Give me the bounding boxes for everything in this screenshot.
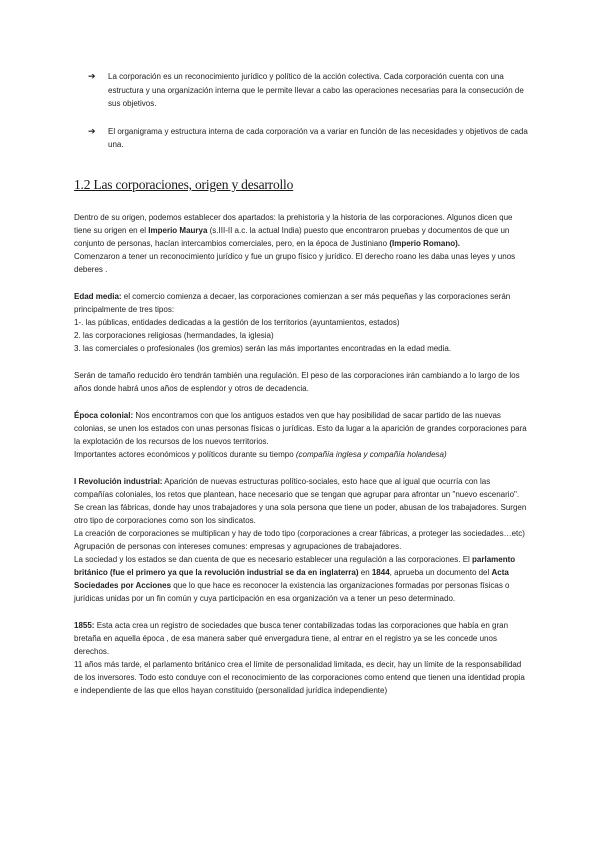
text: Esta acta crea un registro de sociedades que busca tener contabilizadas todas las corporaciones que había en gran bretaña en aquella época , de esa manera saber qué envergadura tiene, al entrar en el registro ya se les concede unos derechos. — [74, 621, 509, 656]
text: Importantes actores económicos y políticos durante su tiempo — [74, 450, 296, 459]
bold-text: parlamento británico (fue el primero ya que la revolución industrial se da en inglaterra) — [74, 555, 516, 577]
list-item: 1-. las públicas, entidades dedicadas a la gestión de los territorios (ayuntamientos, estados) — [74, 318, 400, 327]
text: el comercio comienza a decaer, las corporaciones comienzan a ser más pequeñas y las corporaciones serán principalmente de tres tipos: — [74, 292, 511, 314]
bullet-item — [88, 70, 528, 111]
arrow-right-icon: ➔ — [88, 71, 96, 81]
list-item: 2. las corporaciones religiosas (hermandades, la iglesia) — [74, 331, 274, 340]
text: Dentro de su origen, podemos establecer dos apartados: la prehistoria y la historia de las corporaciones. Algunos dicen que tiene su origen en el — [74, 213, 513, 235]
bold-label: 1855: — [74, 621, 95, 630]
bold-label: Edad media: — [74, 292, 122, 301]
document-body — [74, 211, 530, 711]
bold-text: (Imperio Romano). — [389, 239, 460, 248]
text: que lo que hace es reconocer la existencia las organizaciones formadas por personas físicas o jurídicas unidas por un fin común y cuya participación en esa organización va a tener un peso determinado. — [74, 581, 510, 603]
paragraph-edad-media — [74, 290, 530, 355]
bold-label: Época colonial: — [74, 411, 134, 420]
bullet-text: El organigrama y estructura interna de cada corporación va a variar en función de las necesidades y objetivos de cada una. — [108, 126, 528, 149]
text: , aprueba un documento del — [389, 568, 492, 577]
bullet-text: La corporación es un reconocimiento jurídico y político de la acción colectiva. Cada corporación cuenta con una estructura y una organización interna que le permite llevar a cabo las operaciones necesarias para la consecución de sus objetivos. — [108, 72, 524, 108]
paragraph-1855 — [74, 619, 530, 697]
bold-label: I Revolución industrial: — [74, 477, 163, 486]
paragraph-reconocimiento: Comenzaron a tener un reconocimiento jurídico y fue un grupo físico y jurídico. El derecho roano les daba unas leyes y unos deberes . — [74, 252, 516, 274]
text: 11 años más tarde, el parlamento británico crea el límite de personalidad limitada, es decir, hay un límite de la responsabilidad de los inversores. Todo esto conduye con el reconocimiento de las corporaciones como entend que tienen una identidad propia e independiente de las que ellos hayan constituido (personalidad jurídica independiente) — [74, 660, 525, 695]
text: en — [358, 568, 372, 577]
bold-text: Imperio Maurya — [148, 226, 208, 235]
paragraph-origen — [74, 211, 530, 250]
text: Aparición de nuevas estructuras político-sociales, esto hace que al igual que ocurría con las compañías coloniales, los retos que plantean, hace necesario que se tengan que agrupar para afrontar un "nuevo escenario". Se crean las fábricas, donde hay unos trabajadores y una sola persona que tiene un poder, abusan de los trabajadores. Surgen otro tipo de corporaciones como son los sindicatos. — [74, 477, 527, 525]
italic-text: (compañía inglesa y compañía holandesa) — [295, 450, 447, 459]
arrow-right-icon: ➔ — [88, 125, 96, 136]
bold-text: 1844 — [371, 568, 390, 577]
paragraph-colonial — [74, 409, 530, 461]
text: La sociedad y los estados se dan cuenta de que es necesario establecer una regulación a las corporaciones. El — [74, 555, 473, 564]
text: La creación de corporaciones se multiplican y hay de todo tipo (corporaciones a crear fábricas, a proteger las sociedades…etc) Agrupación de personas con intereses comunes: empresas y agrupaciones de trabajadores. — [74, 529, 525, 551]
text: (s.III-II a.c. la actual India) puesto que encontraron pruebas y documentos de que un conjunto de personas, hacían intercambios comerciales, pero, en la época de Justiniano — [74, 226, 510, 248]
paragraph-revolucion — [74, 475, 530, 605]
paragraph-tamano: Serán de tamaño reducido èro tendrán también una regulación. El peso de las corporaciones irán cambiando a lo largo de los años donde habrá unos años de esplendor y otros de decadencia. — [74, 371, 520, 393]
bullet-list — [88, 70, 528, 166]
section-title: 1.2 Las corporaciones, origen y desarrollo — [74, 177, 294, 192]
bullet-item — [88, 125, 528, 152]
text: Nos encontramos con que los antiguos estados ven que hay posibilidad de sacar partido de las nuevas colonias, se unen los estados con unas personas físicas o jurídicas. Esto da lugar a la aparición de grandes corporaciones para la explotación de los recursos de los nuevos territorios. — [74, 411, 527, 446]
bold-text: Acta Sociedades por Acciones — [74, 568, 509, 590]
list-item: 3. las comerciales o profesionales (los gremios) serán las más importantes encontradas en la edad media. — [74, 344, 452, 353]
